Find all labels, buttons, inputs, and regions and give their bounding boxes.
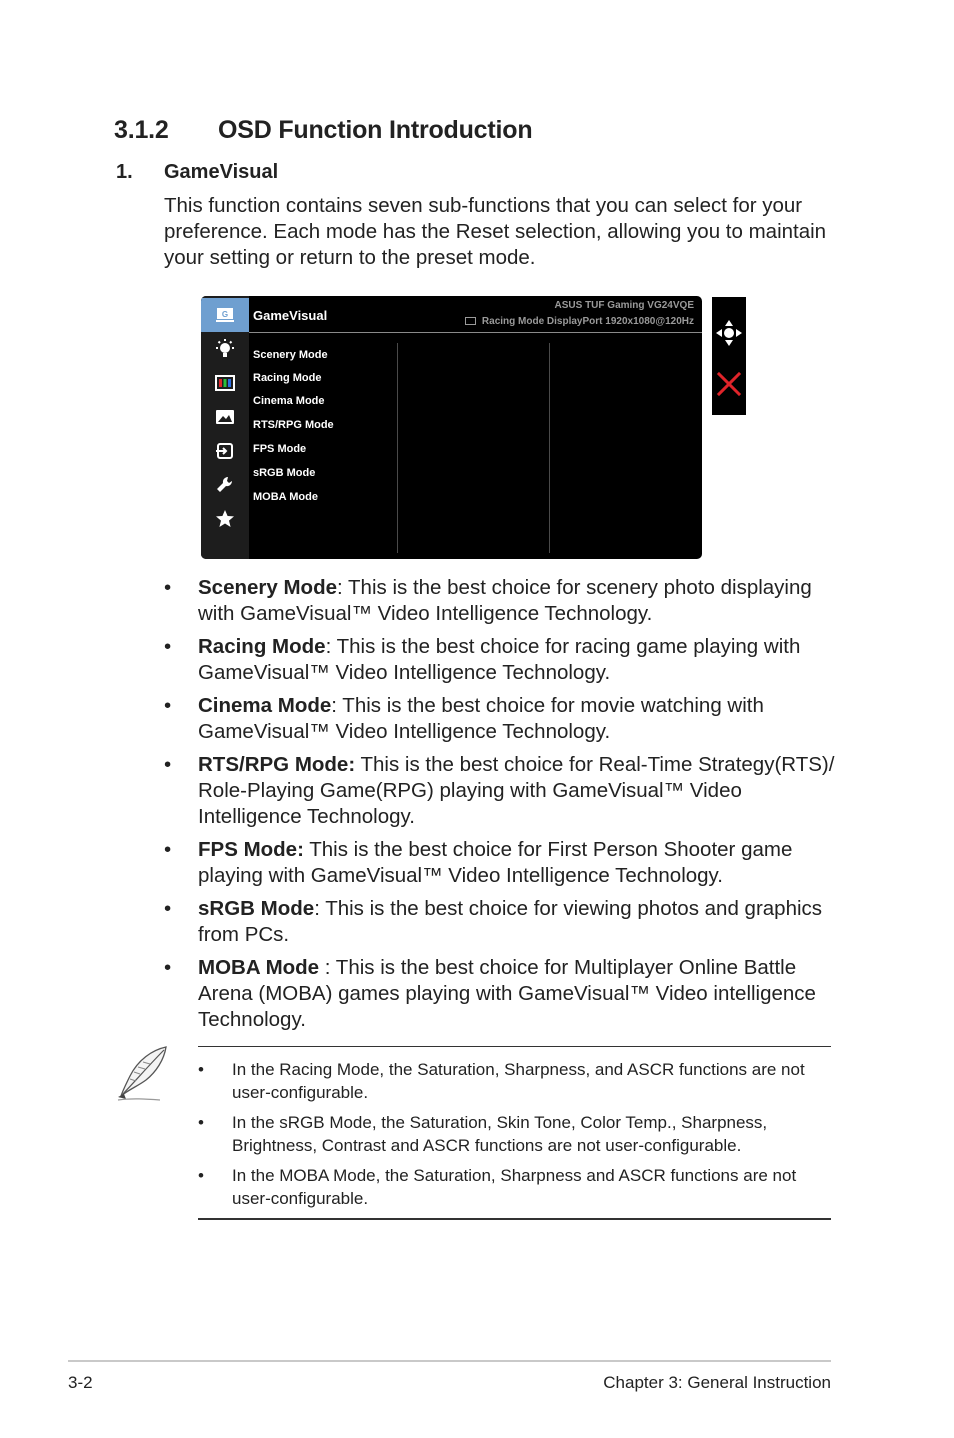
bullet: • bbox=[164, 694, 172, 717]
mode-label: sRGB Mode bbox=[198, 897, 315, 920]
bullet: • bbox=[164, 897, 172, 920]
item-title-text: GameVisual bbox=[164, 161, 279, 183]
mode-description-list bbox=[164, 575, 844, 1040]
mode-description: : This is the best choice for racing game playing with GameVisual™ Video Intelligence Technology. bbox=[198, 635, 801, 684]
bullet: • bbox=[164, 838, 172, 861]
note-list bbox=[198, 1058, 831, 1217]
mode-label: Cinema Mode bbox=[198, 694, 332, 717]
mode-description: : This is the best choice for movie watching with GameVisual™ Video Intelligence Technology. bbox=[198, 694, 764, 743]
input-select-icon bbox=[201, 434, 249, 468]
note-bottom-rule bbox=[198, 1218, 831, 1220]
osd-mode-scenery[interactable]: Scenery Mode bbox=[253, 349, 328, 361]
mode-description: : This is the best choice for viewing photos and graphics from PCs. bbox=[198, 897, 823, 946]
section-number: 3.1.2 bbox=[114, 116, 169, 144]
close-icon[interactable] bbox=[716, 371, 742, 402]
monitor-icon bbox=[465, 317, 476, 325]
shortcut-icon bbox=[201, 502, 249, 536]
osd-column-divider bbox=[549, 343, 550, 553]
image-icon bbox=[201, 400, 249, 434]
osd-model-name: ASUS TUF Gaming VG24VQE bbox=[554, 300, 694, 311]
list-item bbox=[164, 837, 844, 889]
note-text: In the sRGB Mode, the Saturation, Skin Tone, Color Temp., Sharpness, Brightness, Contrast and ASCR functions are not user-configurable. bbox=[232, 1113, 768, 1155]
list-item bbox=[198, 1058, 831, 1104]
osd-menu-screenshot bbox=[201, 296, 702, 559]
mode-label: Scenery Mode bbox=[198, 576, 337, 599]
list-item bbox=[198, 1164, 831, 1210]
mode-label: FPS Mode: bbox=[198, 838, 304, 861]
osd-mode-fps[interactable]: FPS Mode bbox=[253, 443, 307, 455]
color-icon bbox=[201, 366, 249, 400]
note-top-rule bbox=[198, 1046, 831, 1047]
osd-mode-moba[interactable]: MOBA Mode bbox=[253, 491, 318, 503]
note-feather-icon bbox=[112, 1044, 172, 1107]
bullet: • bbox=[164, 635, 172, 658]
bullet: • bbox=[198, 1060, 204, 1079]
mode-description: : This is the best choice for scenery photo displaying with GameVisual™ Video Intelligence Technology. bbox=[198, 576, 812, 625]
list-item bbox=[164, 955, 844, 1033]
mode-description: This is the best choice for Real-Time Strategy(RTS)/ Role-Playing Game(RPG) playing with GameVisual™ Video Intelligence Technology. bbox=[198, 753, 835, 828]
osd-column-divider bbox=[397, 343, 398, 553]
five-way-navigation-icon[interactable] bbox=[715, 319, 743, 352]
system-setup-icon bbox=[201, 468, 249, 502]
bullet: • bbox=[164, 576, 172, 599]
chapter-title: Chapter 3: General Instruction bbox=[603, 1373, 831, 1392]
list-item bbox=[164, 693, 844, 745]
item-number: 1. bbox=[116, 161, 133, 183]
osd-mode-cinema[interactable]: Cinema Mode bbox=[253, 395, 325, 407]
osd-divider bbox=[249, 332, 702, 333]
bullet: • bbox=[164, 956, 172, 979]
page-number: 3-2 bbox=[68, 1373, 93, 1392]
note-text: In the Racing Mode, the Saturation, Sharpness, and ASCR functions are not user-configurable. bbox=[232, 1060, 805, 1102]
svg-text:G: G bbox=[221, 310, 229, 319]
mode-description: This is the best choice for First Person Shooter game playing with GameVisual™ Video Intelligence Technology. bbox=[198, 838, 793, 887]
gamevisual-icon bbox=[201, 298, 249, 332]
mode-label: MOBA Mode bbox=[198, 956, 320, 979]
bullet: • bbox=[198, 1166, 204, 1185]
bullet: • bbox=[164, 753, 172, 776]
mode-label: RTS/RPG Mode: bbox=[198, 753, 356, 776]
section-title-text: OSD Function Introduction bbox=[218, 116, 533, 144]
osd-status-text: Racing Mode DisplayPort 1920x1080@120Hz bbox=[481, 316, 694, 327]
list-item bbox=[164, 752, 844, 830]
osd-mode-srgb[interactable]: sRGB Mode bbox=[253, 467, 316, 479]
intro-paragraph: This function contains seven sub-functions that you can select for your preference. Each mode has the Reset selection, allowing you to maintain your setting or return to the preset mode. bbox=[164, 194, 827, 269]
mode-description: : This is the best choice for Multiplayer Online Battle Arena (MOBA) games playing with GameVisual™ Video intelligence Technology. bbox=[198, 956, 816, 1031]
brightness-icon bbox=[201, 332, 249, 366]
bullet: • bbox=[198, 1113, 204, 1132]
osd-mode-racing[interactable]: Racing Mode bbox=[253, 372, 322, 384]
osd-title: GameVisual bbox=[253, 308, 328, 323]
mode-label: Racing Mode bbox=[198, 635, 326, 658]
list-item bbox=[164, 634, 844, 686]
footer-rule bbox=[68, 1360, 831, 1362]
list-item bbox=[198, 1111, 831, 1157]
note-text: In the MOBA Mode, the Saturation, Sharpness and ASCR functions are not user-configurable. bbox=[232, 1166, 797, 1208]
osd-nav-panel bbox=[712, 297, 746, 415]
list-item bbox=[164, 896, 844, 948]
item-title bbox=[116, 161, 278, 184]
section-title bbox=[114, 116, 532, 145]
osd-sidebar bbox=[201, 296, 249, 559]
osd-status-line bbox=[465, 316, 694, 327]
list-item bbox=[164, 575, 844, 627]
osd-mode-rts-rpg[interactable]: RTS/RPG Mode bbox=[253, 419, 334, 431]
